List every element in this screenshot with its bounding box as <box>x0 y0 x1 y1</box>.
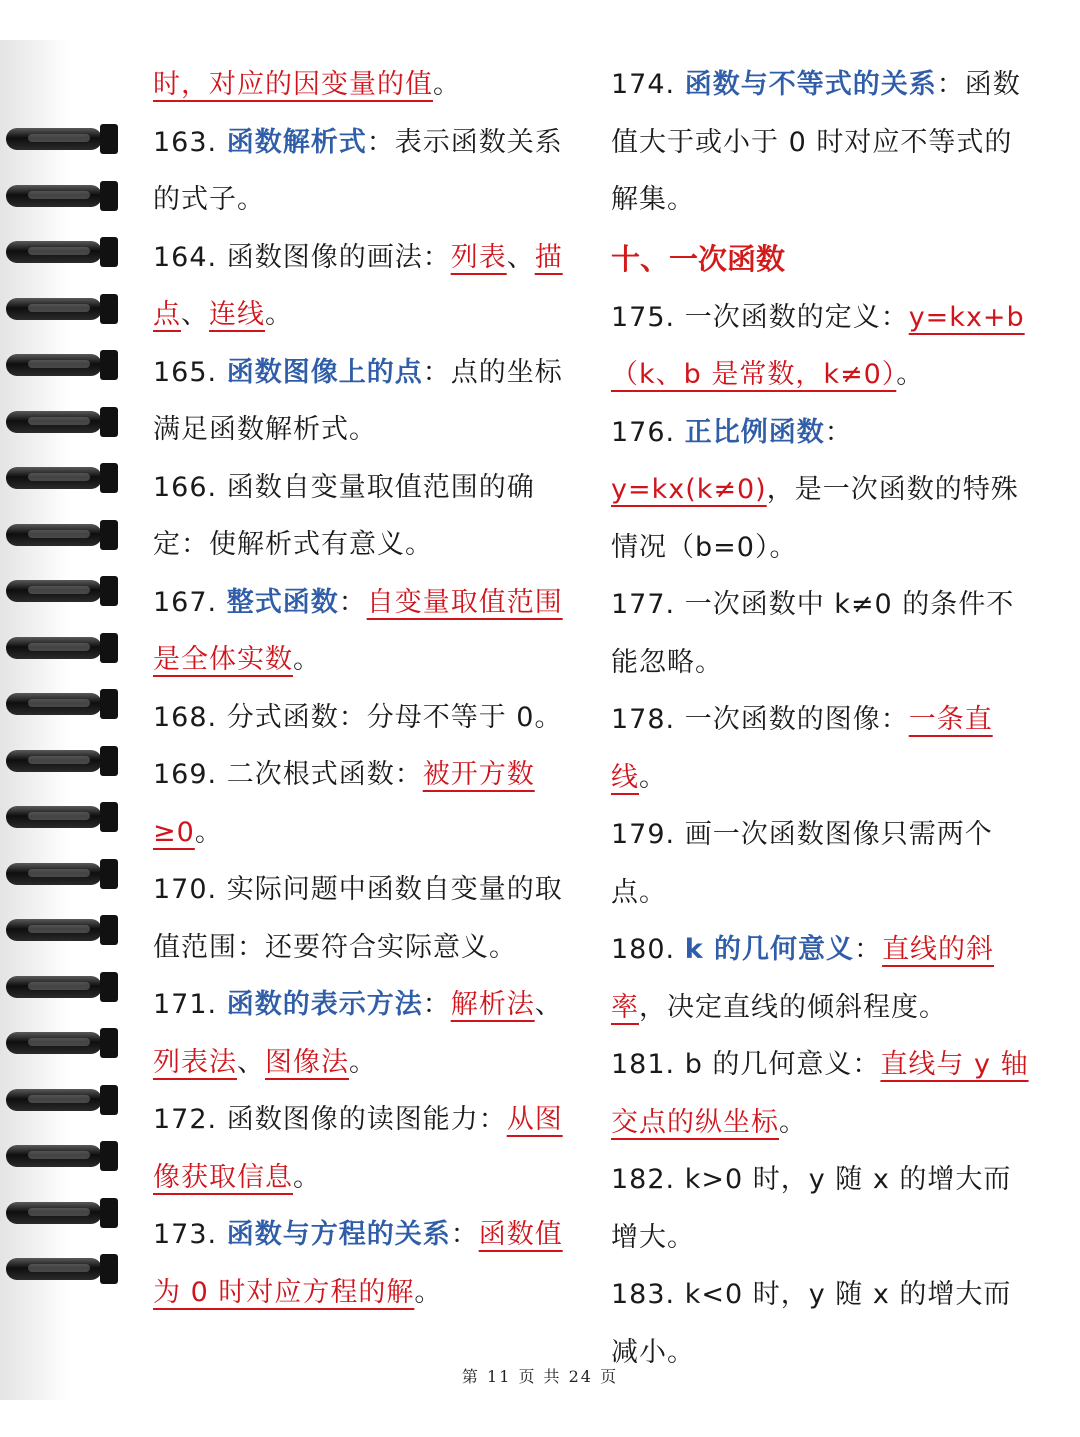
note-text: ： <box>422 989 451 1020</box>
note-text: 174. <box>611 69 685 100</box>
note-text: 163. <box>153 126 227 158</box>
note-text: 、 <box>534 989 563 1020</box>
highlighted-answer: 时， <box>153 69 209 100</box>
note-text: 。 <box>349 1046 377 1078</box>
note-paragraph <box>611 691 1031 806</box>
note-paragraph <box>611 1151 1031 1266</box>
highlighted-answer: 从图像获取信息 <box>153 1104 563 1193</box>
note-text: 170. 实际问题中函数自变量的取值范围：还要符合实际意义。 <box>153 874 563 963</box>
right-top-block <box>611 56 1031 229</box>
binding-ring <box>6 800 118 834</box>
note-text: ，是一次函数的特殊情况（b=0）。 <box>611 474 1019 563</box>
note-text: ： <box>854 934 883 965</box>
note-paragraph <box>153 56 575 114</box>
binding-ring <box>6 122 118 156</box>
binding-ring <box>6 744 118 778</box>
page-footer: 第 11 页 共 24 页 <box>461 1367 619 1386</box>
note-text: 165. <box>153 356 227 388</box>
highlighted-answer: 列表 <box>450 241 507 273</box>
highlighted-answer: 描点 <box>153 241 563 330</box>
note-text: 166. 函数自变量取值范围的确定：使解析式有意义。 <box>153 471 535 560</box>
note-paragraph <box>153 459 575 574</box>
note-text: 。 <box>896 359 925 390</box>
note-text: ：函数值大于或小于 0 时对应不等式的解集。 <box>611 69 1021 215</box>
note-text: 。 <box>265 299 293 330</box>
highlighted-answer: 直线与 y 轴交点的纵坐标 <box>611 1049 1029 1138</box>
right-main-block <box>611 289 1031 1382</box>
binding-ring <box>6 631 118 665</box>
note-text: 178. 一次函数的图像： <box>611 704 909 735</box>
note-paragraph <box>153 976 575 1091</box>
keyword-term: 函数与不等式的关系 <box>684 69 937 100</box>
note-text: 172. 函数图像的读图能力： <box>153 1104 507 1135</box>
note-text: 、 <box>506 241 535 273</box>
note-text: 。 <box>433 69 461 100</box>
note-text: 。 <box>639 761 667 793</box>
binding-ring <box>6 970 118 1004</box>
note-text: ： <box>338 586 367 618</box>
binding-ring <box>6 1026 118 1060</box>
note-paragraph <box>153 114 575 229</box>
note-text: 177. 一次函数中 k≠0 的条件不能忽略。 <box>611 589 1015 678</box>
binding-ring <box>6 1196 118 1230</box>
keyword-term: 函数的表示方法 <box>226 989 423 1020</box>
binding-ring <box>6 518 118 552</box>
note-text: 167. <box>153 586 227 618</box>
binding-ring <box>6 461 118 495</box>
note-paragraph <box>153 1206 575 1321</box>
highlighted-answer: 自变量取值范围是全体实数 <box>153 586 563 675</box>
note-text: 175. 一次函数的定义： <box>611 301 909 333</box>
note-text: 183. k<0 时，y 随 x 的增大而减小。 <box>611 1279 1012 1368</box>
note-paragraph <box>611 289 1031 404</box>
binding-ring <box>6 574 118 608</box>
keyword-term: 正比例函数 <box>684 416 825 448</box>
binding-ring <box>6 687 118 721</box>
note-text: ： <box>450 1219 479 1250</box>
section-heading: 十、一次函数 <box>611 241 786 276</box>
note-paragraph <box>153 861 575 976</box>
note-paragraph <box>153 574 575 689</box>
highlighted-answer: y=kx+b（k、b 是常数，k≠0） <box>611 301 1025 390</box>
note-text: 168. 分式函数：分母不等于 0。 <box>153 701 563 733</box>
highlighted-answer: y=kx(k≠0) <box>611 474 767 505</box>
note-text: 179. 画一次函数图像只需两个点。 <box>611 819 993 908</box>
binding-ring <box>6 179 118 213</box>
highlighted-answer: 列表法 <box>153 1046 237 1078</box>
spiral-binding <box>0 40 140 1400</box>
binding-ring <box>6 235 118 269</box>
highlighted-answer: 对应的因变量的值 <box>209 69 433 100</box>
keyword-term: 函数解析式 <box>226 126 367 158</box>
note-text: 180. <box>611 934 685 965</box>
note-paragraph <box>611 1036 1031 1151</box>
binding-ring <box>6 348 118 382</box>
note-paragraph <box>611 576 1031 691</box>
note-paragraph <box>153 229 575 344</box>
note-text: 164. 函数图像的画法： <box>153 241 451 273</box>
note-text: ：点的坐标满足函数解析式。 <box>153 356 563 445</box>
note-paragraph <box>153 1091 575 1206</box>
keyword-term: k 的几何意义 <box>684 934 855 965</box>
note-text: 。 <box>293 1161 321 1193</box>
note-text: 。 <box>194 816 223 848</box>
note-text: 、 <box>237 1046 265 1078</box>
note-text: 。 <box>414 1276 443 1308</box>
note-text: 169. 二次根式函数： <box>153 759 423 790</box>
left-column <box>153 56 575 1321</box>
binding-ring <box>6 913 118 947</box>
note-paragraph <box>611 56 1031 229</box>
note-paragraph <box>611 921 1031 1036</box>
right-column <box>611 56 1031 1381</box>
highlighted-answer: 一条直线 <box>611 704 993 793</box>
binding-ring <box>6 1252 118 1286</box>
keyword-term: 整式函数 <box>226 586 339 618</box>
binding-ring <box>6 857 118 891</box>
note-text: 181. b 的几何意义： <box>611 1049 881 1080</box>
highlighted-answer: 函数值为 0 时对应方程的解 <box>153 1219 563 1308</box>
highlighted-answer: 直线的斜率 <box>611 934 995 1023</box>
note-text: 。 <box>293 644 321 675</box>
highlighted-answer: 被开方数≥0 <box>153 759 535 848</box>
highlighted-answer: 图像法 <box>265 1046 349 1078</box>
note-paragraph <box>153 344 575 459</box>
note-text: 171. <box>153 989 227 1020</box>
note-text: 182. k>0 时，y 随 x 的增大而增大。 <box>611 1164 1012 1253</box>
note-paragraph <box>153 746 575 861</box>
highlighted-answer: 连线 <box>209 299 265 330</box>
note-text: 173. <box>153 1219 227 1250</box>
note-text: 。 <box>779 1106 807 1138</box>
note-paragraph <box>153 689 575 747</box>
binding-ring <box>6 405 118 439</box>
note-paragraph <box>611 404 1031 577</box>
highlighted-answer: 解析法 <box>450 989 535 1020</box>
note-text: 、 <box>181 299 209 330</box>
note-text: ： <box>824 416 853 448</box>
binding-ring <box>6 1139 118 1173</box>
binding-ring <box>6 292 118 326</box>
note-paragraph <box>611 806 1031 921</box>
keyword-term: 函数与方程的关系 <box>226 1219 451 1250</box>
keyword-term: 函数图像上的点 <box>226 356 423 388</box>
note-text: ，决定直线的倾斜程度。 <box>639 991 947 1023</box>
note-text: ：表示函数关系的式子。 <box>153 126 563 215</box>
note-text: 176. <box>611 416 685 448</box>
binding-ring <box>6 1083 118 1117</box>
